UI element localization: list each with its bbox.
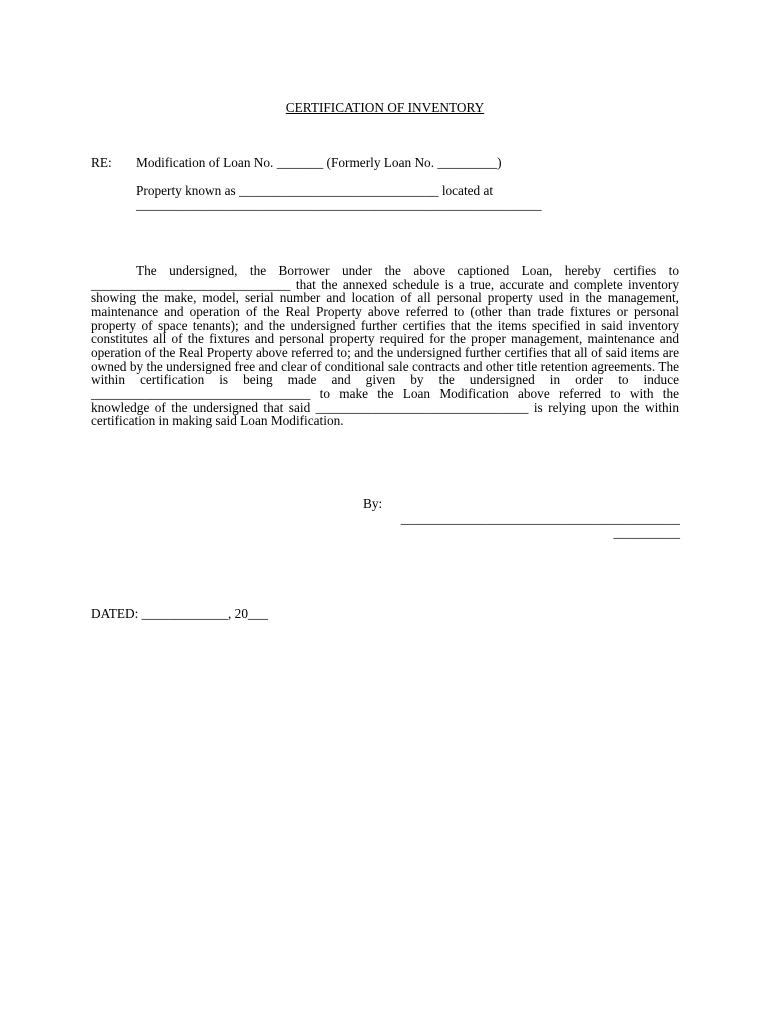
by-label: By: [363, 496, 383, 511]
signature-line-continued: __________ [613, 525, 680, 540]
certification-paragraph [91, 264, 679, 428]
re-label: RE: [91, 155, 112, 170]
property-line: Property known as ______________________________ located at [136, 183, 494, 198]
signature-line: __________________________________________ [400, 511, 680, 526]
property-address-line: _____________________________________________________________ [136, 197, 542, 212]
document-title: CERTIFICATION OF INVENTORY [285, 100, 485, 115]
certification-text: The undersigned, the Borrower under the above captioned Loan, hereby certifies to ______________________________ that the annexed schedule is a true, accurate and complete inventory showing the make, model, serial number and location of all personal property used in the management, maintenance and operation of the Real Property above referred to (other than trade fixtures or personal property of space tenants); and the undersigned further certifies that the items specified in said inventory constitutes all of the fixtures and personal property required for the proper management, maintenance and operation of the Real Property above referred to; and the undersigned further certifies that all of said items are owned by the undersigned free and clear of conditional sale contracts and other title retention agreements. The within certification is being made and given by the undersigned in order to induce _________________________________ to make the Loan Modification above referred to with the knowledge of the undersigned that said ________________________________ is relying upon the within certification in making said Loan Modification. [91, 263, 679, 429]
loan-modification-line: Modification of Loan No. _______ (Formerly Loan No. _________) [136, 155, 502, 170]
dated-line: DATED: _____________, 20___ [91, 606, 268, 621]
